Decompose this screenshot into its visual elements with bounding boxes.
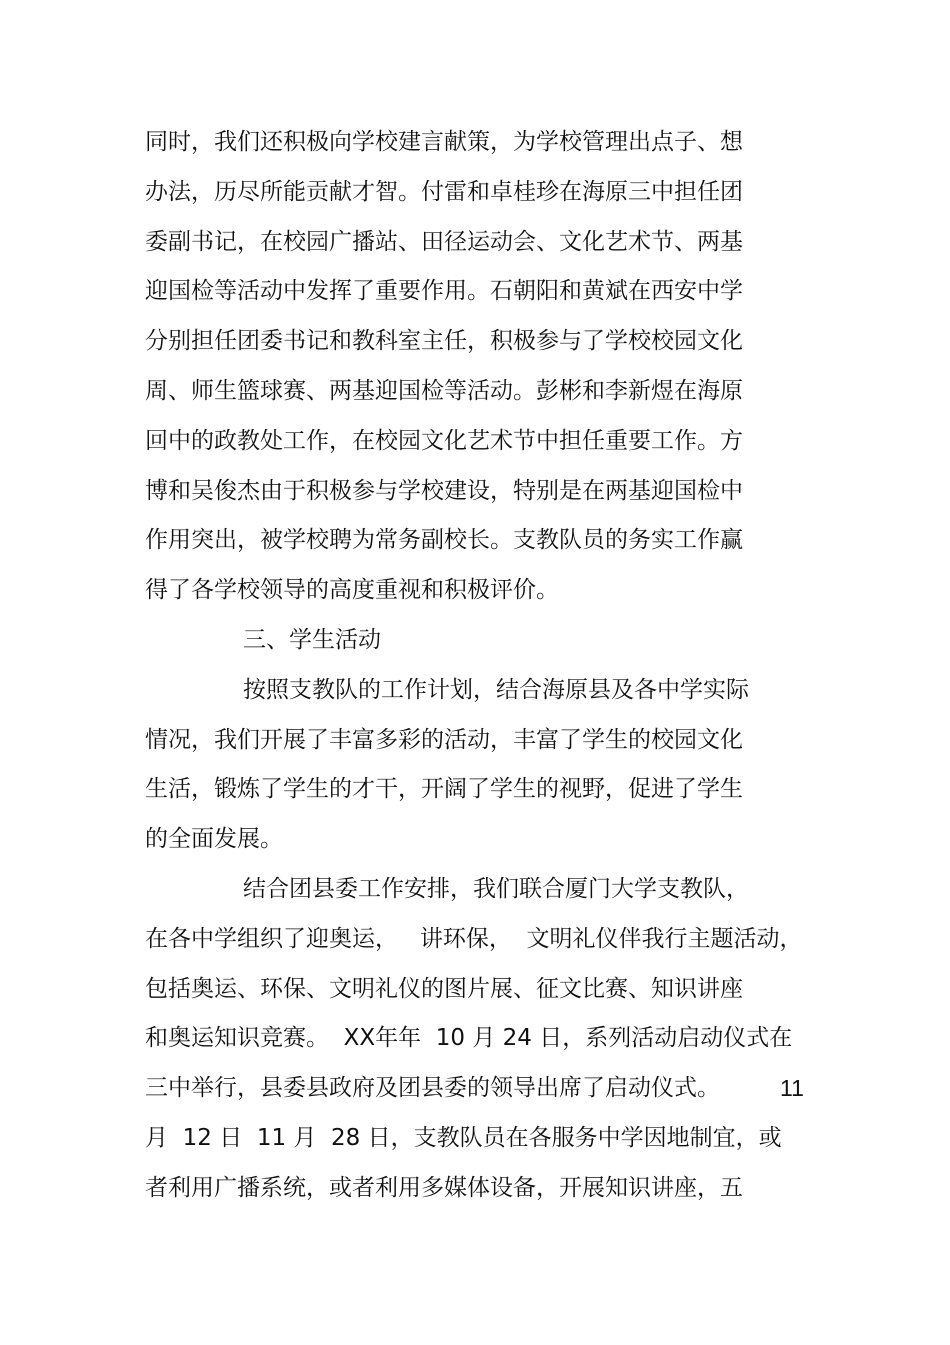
paragraph-line: 包括奥运、环保、文明礼仪的图片展、征文比赛、知识讲座 (145, 976, 743, 1002)
paragraph-line: 博和吴俊杰由于积极参与学校建设，特别是在两基迎国检中 (145, 478, 743, 504)
section-heading: 三、学生活动 (243, 627, 381, 653)
paragraph-line: 情况，我们开展了丰富多彩的活动，丰富了学生的校园文化 (145, 727, 743, 753)
paragraph-line: 结合团县委工作安排，我们联合厦门大学支教队， (243, 876, 749, 902)
paragraph-line: 分别担任团委书记和教科室主任，积极参与了学校校园文化 (145, 328, 743, 354)
paragraph-line: 得了各学校领导的高度重视和积极评价。 (145, 577, 559, 603)
line-end-number: 11 (780, 1075, 804, 1101)
paragraph-line: 三中举行，县委县政府及团县委的领导出席了启动仪式。 (145, 1075, 720, 1101)
paragraph-line: 办法，历尽所能贡献才智。付雷和卓桂珍在海原三中担任团 (145, 179, 743, 205)
paragraph-line: 和奥运知识竞赛。 XX年年 10 月 24 日，系列活动启动仪式在 (145, 1025, 793, 1051)
paragraph-line: 按照支教队的工作计划，结合海原县及各中学实际 (243, 677, 749, 703)
paragraph-line: 迎国检等活动中发挥了重要作用。石朝阳和黄斌在西安中学 (145, 278, 743, 304)
paragraph-line: 周、师生篮球赛、两基迎国检等活动。彭彬和李新煜在海原 (145, 378, 743, 404)
paragraph-line: 同时，我们还积极向学校建言献策，为学校管理出点子、想 (145, 129, 743, 155)
paragraph-line: 作用突出，被学校聘为常务副校长。支教队员的务实工作赢 (145, 527, 743, 553)
paragraph-line: 月 12 日 11 月 28 日，支教队员在各服务中学因地制宜，或 (145, 1125, 782, 1151)
paragraph-line: 生活，锻炼了学生的才干，开阔了学生的视野，促进了学生 (145, 776, 743, 802)
paragraph-line: 的全面发展。 (145, 826, 283, 852)
paragraph-line: 回中的政教处工作，在校园文化艺术节中担任重要工作。方 (145, 428, 743, 454)
paragraph-line: 在各中学组织了迎奥运， 讲环保， 文明礼仪伴我行主题活动， (145, 926, 803, 952)
paragraph-line: 委副书记，在校园广播站、田径运动会、文化艺术节、两基 (145, 229, 743, 255)
paragraph-line: 者利用广播系统，或者利用多媒体设备，开展知识讲座，五 (145, 1175, 743, 1201)
